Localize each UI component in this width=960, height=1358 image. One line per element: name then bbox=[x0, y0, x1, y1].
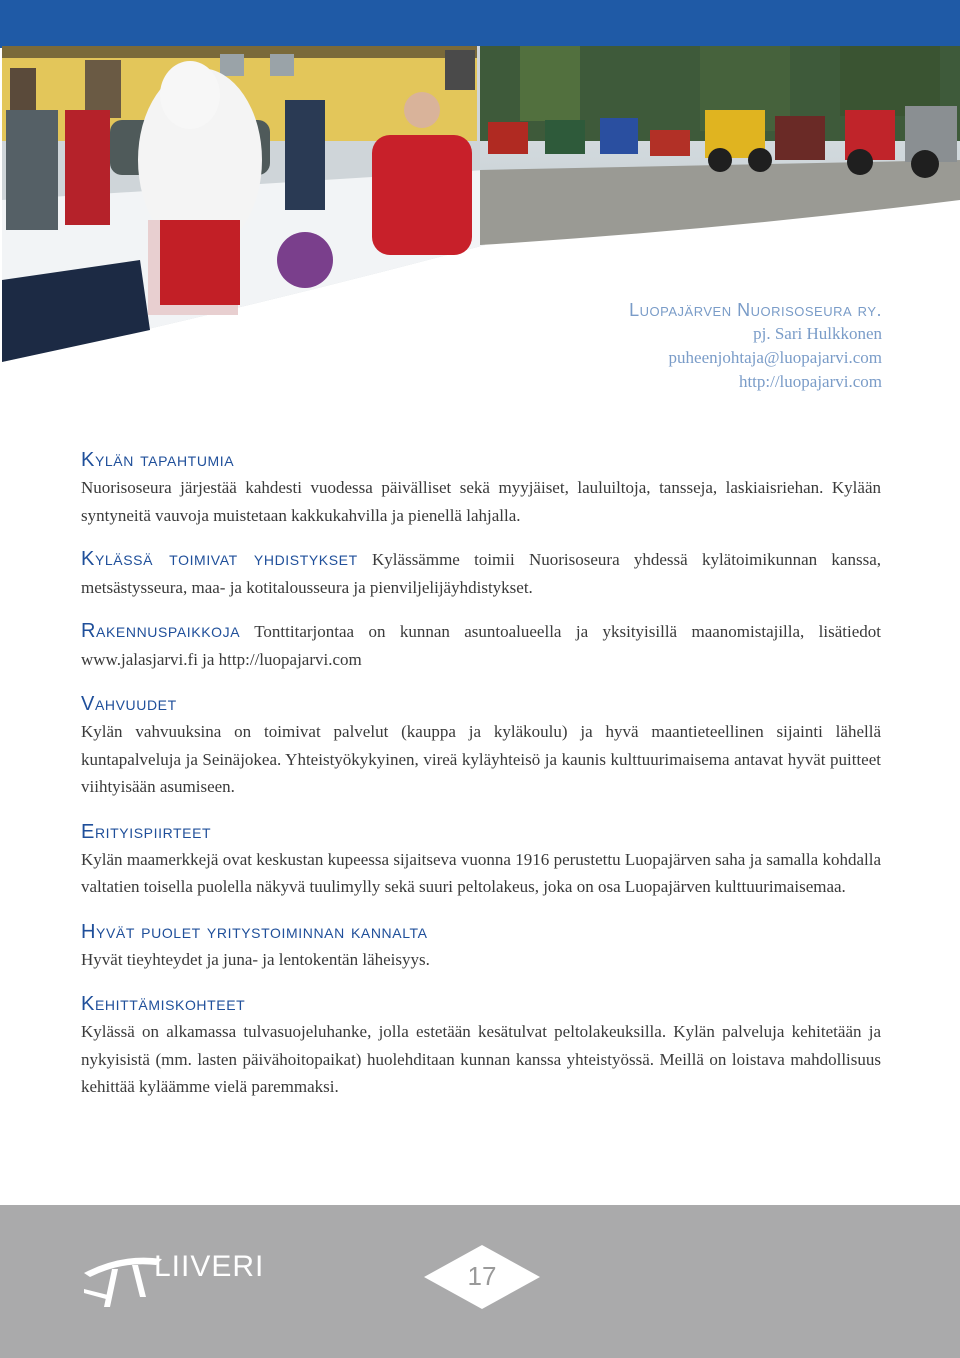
section-heading: Kylän tapahtumia bbox=[81, 449, 235, 471]
section-text: Hyvät tieyhteydet ja juna- ja lentokentän läheisyys. bbox=[81, 949, 430, 969]
section-text: Tonttitarjontaa on kunnan asuntoalueella ja yksityisillä maanomistajilla, lisätiedot www.jalasjarvi.fi ja http://luopajarvi.com bbox=[81, 622, 881, 669]
section-strengths bbox=[81, 690, 881, 801]
section-heading: Kehittämiskohteet bbox=[81, 993, 246, 1015]
section-heading: Erityispiirteet bbox=[81, 820, 212, 843]
section-heading: Rakennuspaikkoja bbox=[81, 620, 241, 642]
section-special-features bbox=[81, 818, 881, 901]
section-heading: Hyvät puolet yritystoiminnan kannalta bbox=[81, 920, 428, 943]
section-events bbox=[81, 446, 881, 529]
section-text: Kylän vahvuuksina on toimivat palvelut (kauppa ja kyläkoulu) ja hyvä maantieteellinen sijainti lähellä kuntapalveluja ja Seinäjokea. Yhteistyökykyinen, vireä kyläyhteisö ja kaunis kulttuurimaisema antavat hyvät puitteet viihtyisään asumiseen. bbox=[81, 722, 881, 796]
organization-name: Luopajärven Nuorisoseura ry. bbox=[629, 300, 882, 320]
section-text: Nuorisoseura järjestää kahdesti vuodessa päivälliset sekä myyjäiset, lauluiltoja, tansseja, laskiaisriehan. Kylään syntyneitä vauvoja muistetaan kakkukahvilla ja pienellä lahjalla. bbox=[81, 478, 881, 525]
contact-email[interactable]: puheenjohtaja@luopajarvi.com bbox=[668, 348, 882, 367]
winter-photo bbox=[2, 46, 485, 362]
tractor-photo bbox=[480, 46, 960, 245]
page-number: 17 bbox=[467, 1261, 497, 1291]
section-heading: Kylässä toimivat yhdistykset bbox=[81, 548, 358, 570]
section-building-sites bbox=[81, 618, 881, 673]
section-text: Kylän maamerkkejä ovat keskustan kupeessa sijaitseva vuonna 1916 perustettu Luopajärven saha ja samalla kohdalla valtatien toisella puolella näkyvä tuulimylly sekä suuri peltolakeus, joka on osa Luopajärven kulttuurimaisemaa. bbox=[81, 849, 881, 896]
main-content bbox=[81, 446, 881, 1118]
contact-website[interactable]: http://luopajarvi.com bbox=[738, 372, 882, 391]
section-text: Kylässä on alkamassa tulvasuojeluhanke, jolla estetään kesätulvat peltolakeuksilla. Kylän palveluja kehitetään ja nykyisistä (mm. lasten päivähoitopaikat) huolehditaan kunnan kanssa yhteistyössä. Meillä on loistava mahdollisuus kehittää kyläämme vielä paremmaksi. bbox=[81, 1022, 881, 1096]
section-development bbox=[81, 990, 881, 1101]
section-heading: Vahvuudet bbox=[81, 693, 177, 715]
logo-text: LIIVERI bbox=[154, 1250, 265, 1283]
section-text: Kylässämme toimii Nuorisoseura yhdessä kylätoimikunnan kanssa, metsästysseura, maa- ja kotitalousseura ja pienviljelijäyhdistykset. bbox=[81, 550, 881, 597]
chairperson: pj. Sari Hulkkonen bbox=[753, 324, 882, 343]
contact-block bbox=[629, 298, 882, 394]
section-business bbox=[81, 918, 881, 974]
section-associations bbox=[81, 546, 881, 601]
